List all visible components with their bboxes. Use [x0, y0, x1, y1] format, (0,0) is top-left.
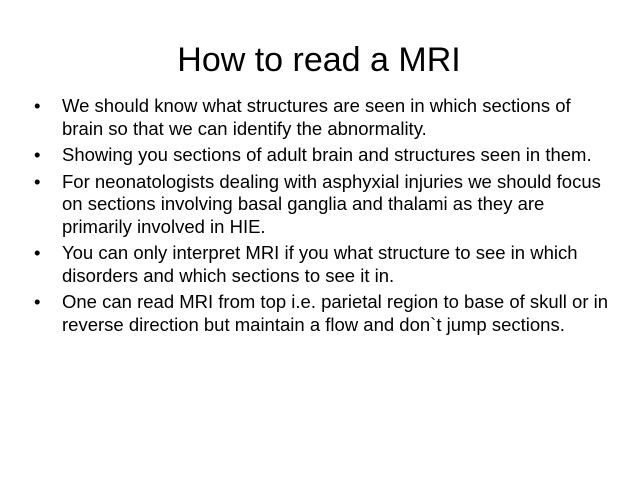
- bullet-item: [34, 291, 614, 336]
- bullet-item: [34, 242, 614, 287]
- bullet-text: One can read MRI from top i.e. parietal region to base of skull or in reverse direction but maintain a flow and don`t jump sections.: [62, 291, 609, 335]
- bullet-list: [34, 95, 614, 340]
- slide-title: How to read a MRI: [177, 41, 461, 79]
- bullet-dot-icon: •: [34, 144, 41, 165]
- bullet-item: [34, 95, 614, 140]
- bullet-text: For neonatologists dealing with asphyxial injuries we should focus on sections involving basal ganglia and thalami as they are primarily involved in HIE.: [62, 170, 601, 237]
- bullet-dot-icon: •: [34, 291, 41, 312]
- bullet-item: [34, 171, 614, 239]
- bullet-dot-icon: •: [34, 95, 41, 116]
- bullet-item: [34, 144, 614, 167]
- bullet-dot-icon: •: [34, 170, 41, 192]
- bullet-text: You can only interpret MRI if you what structure to see in which disorders and which sections to see it in.: [62, 242, 578, 286]
- bullet-dot-icon: •: [34, 242, 41, 263]
- bullet-text: We should know what structures are seen in which sections of brain so that we can identify the abnormality.: [62, 95, 571, 139]
- bullet-text: Showing you sections of adult brain and structures seen in them.: [62, 144, 592, 165]
